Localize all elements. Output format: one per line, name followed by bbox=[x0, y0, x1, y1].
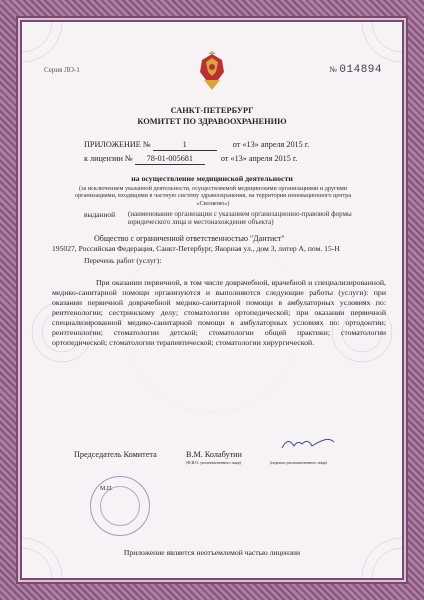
signature-note: (подпись уполномоченного лица) bbox=[270, 460, 327, 465]
appendix-year-suffix: г. bbox=[304, 140, 310, 149]
works-paragraph: При оказании первичной, в том числе доврачебной, врачебной и специализированной, медико-санитарной помощи организуются и выполняются следующие работы (услуги): при оказании первичной доврачебной медико-санитарной помощи в амбулаторных условиях по: рентгенологии; сестринскому делу; стоматологии ортопедической; при оказании первичной специализированной медико-санитарной помощи в амбулаторных условиях по: ортодонтии; рентгенологии; стоматологии детской; стоматологии общей практики; стоматологии ортопедической; стоматологии терапевтической; стоматологии хирургической. bbox=[52, 278, 386, 347]
license-month-year: » апреля 2015 bbox=[242, 154, 291, 163]
organization-address: 195027, Российская Федерация, Санкт-Петербург, Якорная ул., дом 3, литер А, пом. 15-Н bbox=[52, 244, 340, 253]
form-number bbox=[329, 64, 382, 78]
license-day: 13 bbox=[234, 154, 243, 163]
signatory-name-note: (Ф.И.О. уполномоченного лица) bbox=[186, 460, 241, 465]
appendix-day: 13 bbox=[246, 140, 255, 149]
official-stamp bbox=[90, 476, 150, 536]
issued-note: (наименование организации с указанием организационно-правовой формы юридического лица и местонахождение объекта) bbox=[128, 210, 352, 227]
activity-note: (за исключением указанной деятельности, осуществляемой медицинскими организациями и другими организациями, входящими в частную систему здравоохранения, на территории инновационного центра «Сколково») bbox=[74, 185, 352, 207]
signatory-role: Председатель Комитета bbox=[74, 450, 157, 459]
footer-note: Приложение является неотъемлемой частью лицензии bbox=[123, 548, 301, 557]
stamp-mp-label: М.П. bbox=[100, 486, 113, 492]
signatory-name: В.М. Колабутин bbox=[186, 450, 242, 459]
appendix-from-label: от « bbox=[232, 140, 247, 149]
appendix-line bbox=[84, 140, 309, 151]
document-content bbox=[38, 36, 386, 566]
coat-of-arms-icon bbox=[194, 50, 230, 94]
appendix-month-year: » апреля 2015 bbox=[254, 140, 303, 149]
title-committee: КОМИТЕТ ПО ЗДРАВООХРАНЕНИЮ bbox=[137, 117, 287, 126]
organization-name: Общество с ограниченной ответственностью "Дантист" bbox=[94, 234, 285, 243]
series-label: Серия ЛО-1 bbox=[44, 66, 80, 74]
title-city: САНКТ-ПЕТЕРБУРГ bbox=[170, 106, 254, 115]
number-value: 014894 bbox=[339, 64, 382, 76]
appendix-label: ПРИЛОЖЕНИЕ № bbox=[84, 140, 151, 149]
activity-title: на осуществление медицинской деятельности bbox=[131, 174, 293, 183]
appendix-number: 1 bbox=[153, 140, 217, 151]
license-year-suffix: г. bbox=[292, 154, 298, 163]
number-prefix: № bbox=[329, 65, 338, 74]
license-from-label: от « bbox=[220, 154, 235, 163]
license-number: 78-01-005681 bbox=[135, 154, 205, 165]
license-label: к лицензии № bbox=[84, 154, 133, 163]
handwritten-signature bbox=[278, 434, 338, 454]
license-line bbox=[84, 154, 297, 165]
issued-label: выданной bbox=[84, 210, 116, 219]
works-label: Перечень работ (услуг): bbox=[84, 256, 162, 265]
